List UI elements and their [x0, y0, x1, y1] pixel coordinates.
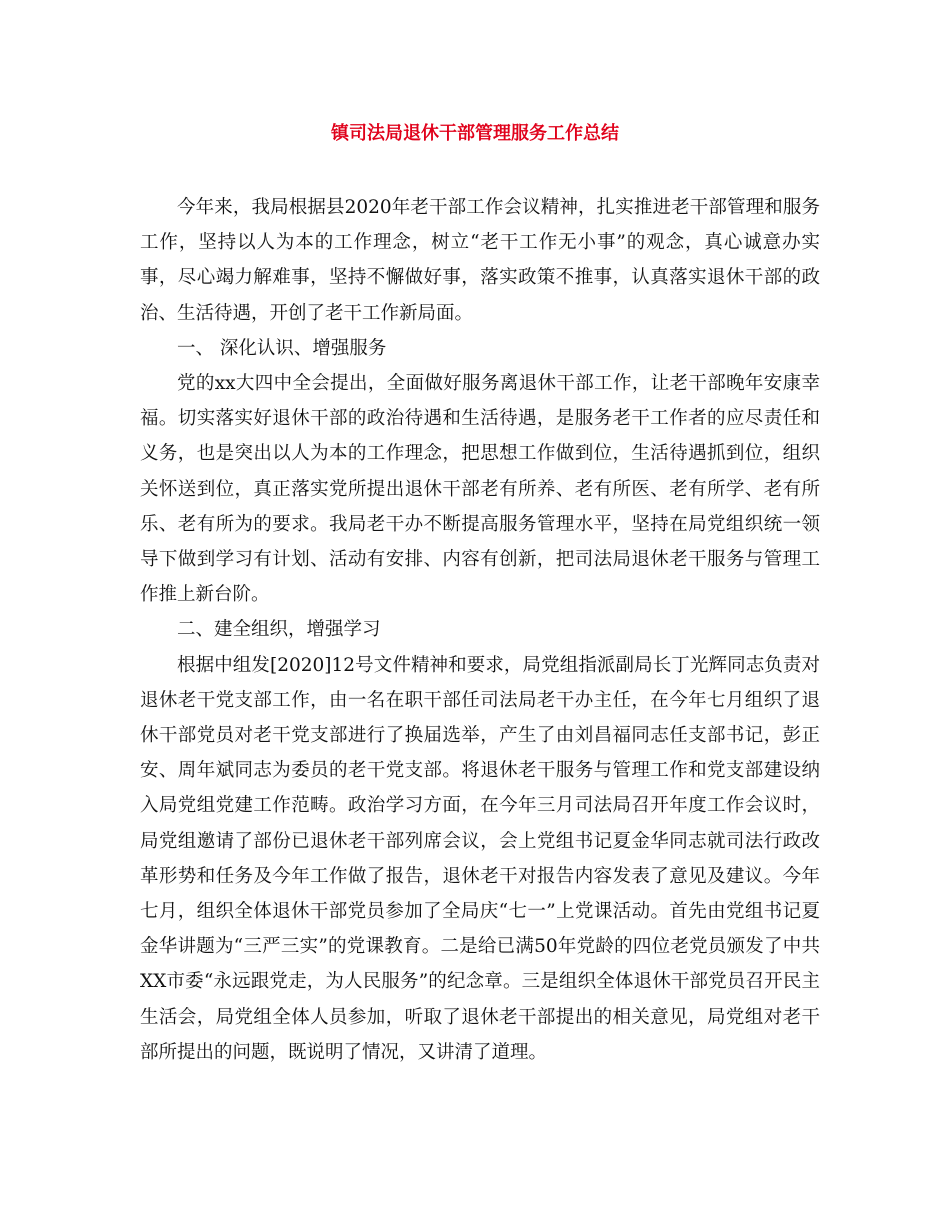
document-title: 镇司法局退休干部管理服务工作总结 — [331, 123, 619, 144]
paragraph-section-2: 根据中组发[2020]12号文件精神和要求，局党组指派副局长丁光辉同志负责对退休老干党支部工作，由一名在职干部任司法局老干办主任，在今年七月组织了退休干部党员对老干党支部进行了换届选举，产生了由刘昌福同志任支部书记，彭正安、周年斌同志为委员的老干党支部。将退休老干服务与管理工作和党支部建设纳入局党组党建工作范畴。政治学习方面，在今年三月司法局召开年度工作会议时，局党组邀请了部份已退休老干部列席会议，会上党组书记夏金华同志就司法行政改革形势和任务及今年工作做了报告，退休老干对报告内容发表了意见及建议。今年七月，组织全体退休干部党员参加了全局庆“七一”上党课活动。首先由党组书记夏金华讲题为“三严三实”的党课教育。二是给已满50年党龄的四位老党员颁发了中共XX市委“永远跟党走，为人民服务”的纪念章。三是组织全体退休干部党员召开民主生活会，局党组全体人员参加，听取了退休老干部提出的相关意见，局党组对老干部所提出的问题，既说明了情况，又讲清了道理。 — [140, 654, 820, 1063]
section-heading-1: 一、 深化认识、增强服务 — [177, 337, 387, 359]
paragraph-section-1: 党的xx大四中全会提出，全面做好服务离退休干部工作，让老干部晚年安康幸福。切实落实好退休干部的政治待遇和生活待遇，是服务老干工作者的应尽责任和义务，也是突出以人为本的工作理念，把思想工作做到位，生活待遇抓到位，组织关怀送到位，真正落实党所提出退休干部老有所养、老有所医、老有所学、老有所乐、老有所为的要求。我局老干办不断提高服务管理水平，坚持在局党组织统一领导下做到学习有计划、活动有安排、内容有创新，把司法局退休老干服务与管理工作推上新台阶。 — [140, 373, 820, 606]
document-body — [140, 190, 820, 1070]
section-heading-2: 二、建全组织，增强学习 — [177, 619, 381, 641]
paragraph-intro: 今年来，我局根据县2020年老干部工作会议精神，扎实推进老干部管理和服务工作，坚持以人为本的工作理念，树立“老干工作无小事”的观念，真心诚意办实事，尽心竭力解难事，坚持不懈做好事，落实政策不推事，认真落实退休干部的政治、生活待遇，开创了老干工作新局面。 — [140, 197, 820, 324]
